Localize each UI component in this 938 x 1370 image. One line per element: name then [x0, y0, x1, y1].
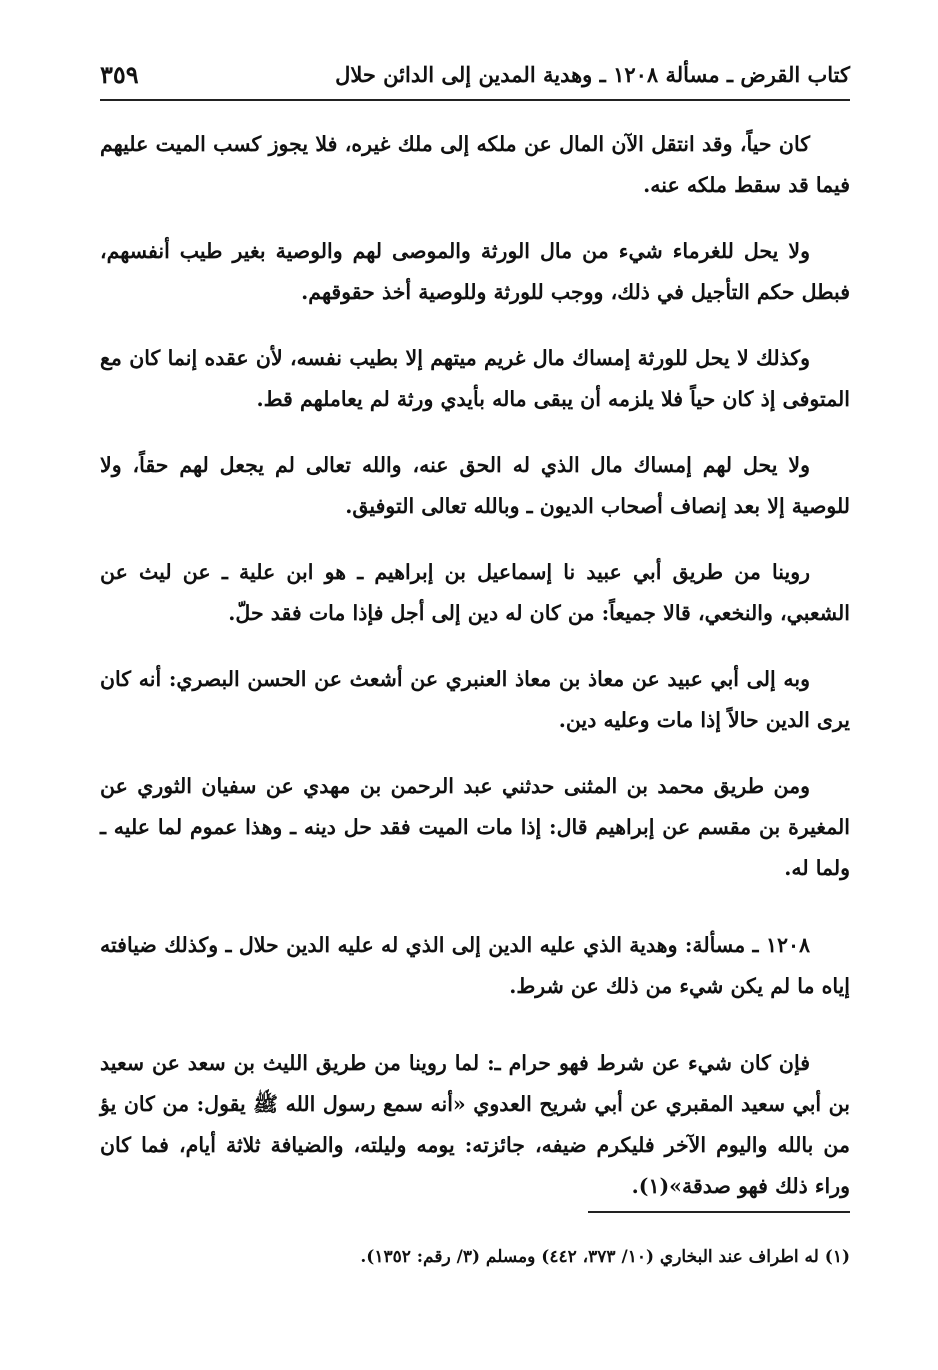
paragraph: ومن طريق محمد بن المثنى حدثني عبد الرحمن بن مهدي عن سفيان الثوري عن المغيرة بن مقسم عن إبراهيم قال: إذا مات الميت فقد حل دينه ـ وهذا عموم لما عليه ـ ولما له. — [100, 774, 850, 880]
paragraph: ولا يحل لهم إمساك مال الذي له الحق عنه، والله تعالى لم يجعل لهم حقاً، ولا للوصية إلا بعد إنصاف أصحاب الديون ـ وبالله تعالى التوفيق. — [100, 453, 850, 518]
paragraph: كان حياً، وقد انتقل الآن المال عن ملكه إلى ملك غيره، فلا يجوز كسب الميت عليهم فيما قد سقط ملكه عنه. — [100, 132, 850, 197]
footnote: (١) له اطراف عند البخاري (١٠/ ٣٧٣، ٤٤٢) ومسلم (٣/ رقم: ١٣٥٢). — [360, 1247, 850, 1267]
header-rule — [100, 99, 850, 101]
body-text — [100, 124, 850, 1232]
paragraph: ولا يحل للغرماء شيء من مال الورثة والموصى لهم والوصية بغير طيب أنفسهم، فبطل حكم التأجيل في ذلك، ووجب للورثة وللوصية أخذ حقوقهم. — [100, 239, 850, 304]
footnote-rule — [588, 1211, 850, 1213]
header-title: كتاب القرض ـ مسألة ١٢٠٨ ـ وهدية المدين إلى الدائن حلال — [335, 61, 850, 87]
issue-paragraph: ١٢٠٨ ـ مسألة: وهدية الذي عليه الدين إلى الذي له عليه الدين حلال ـ وكذلك ضيافته إياه ما لم يكن شيء من ذلك عن شرط. — [100, 933, 850, 998]
page-number: ٣٥٩ — [100, 59, 139, 89]
paragraph: وكذلك لا يحل للورثة إمساك مال غريم ميتهم إلا بطيب نفسه، لأن عقده إنما كان مع المتوفى إذ كان حياً فلا يلزمه أن يبقى ماله بأيدي ورثة لم يعاملهم قط. — [100, 346, 850, 411]
running-header — [100, 52, 850, 96]
paragraph: فإن كان شيء عن شرط فهو حرام ـ: لما روينا من طريق الليث بن سعد عن سعيد بن أبي سعيد المقبري عن أبي شريح العدوي «أنه سمع رسول الله ﷺ يقول: من كان يؤ من بالله واليوم الآخر فليكرم ضيفه، جائزته: يومه وليلته، والضيافة ثلاثة أيام، فما كان وراء ذلك فهو صدقة»(١). — [100, 1051, 850, 1198]
paragraph: روينا من طريق أبي عبيد نا إسماعيل بن إبراهيم ـ هو ابن علية ـ عن ليث عن الشعبي، والنخعي، قالا جميعاً: من كان له دين إلى أجل فإذا مات فقد حلّ. — [100, 560, 850, 625]
paragraph: وبه إلى أبي عبيد عن معاذ بن معاذ العنبري عن أشعث عن الحسن البصري: أنه كان يرى الدين حالاً إذا مات وعليه دين. — [100, 667, 850, 732]
